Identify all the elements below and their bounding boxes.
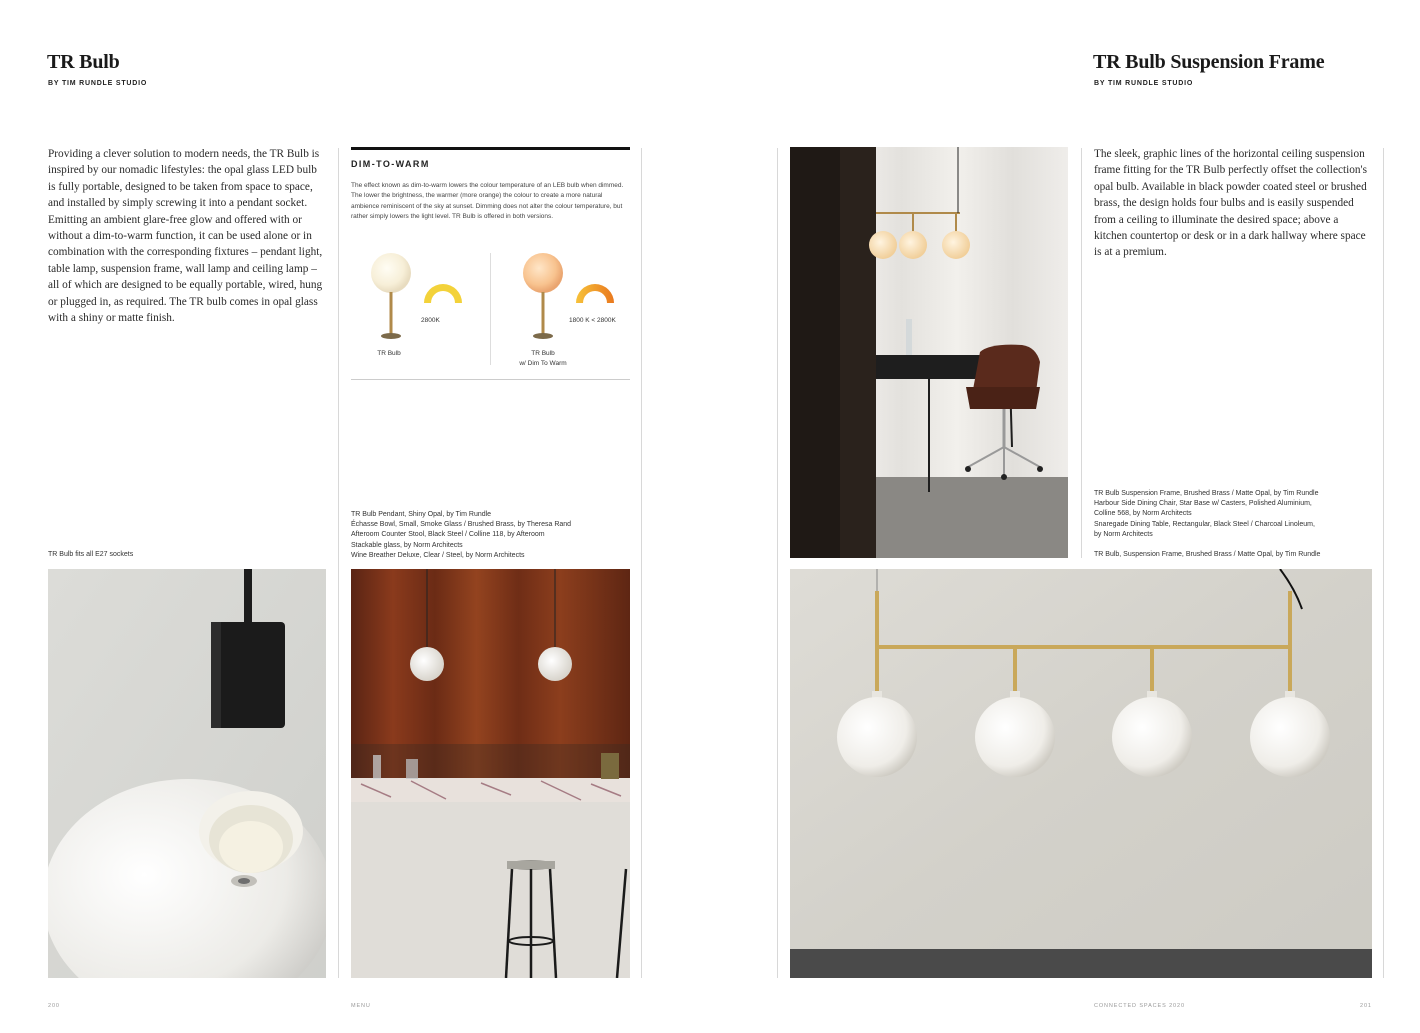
tr-bulb-illustration bbox=[369, 253, 469, 348]
pendant-counter-photo bbox=[351, 569, 630, 978]
right-page-byline: BY TIM RUNDLE STUDIO bbox=[1094, 80, 1194, 87]
dim-to-warm-panel bbox=[351, 147, 630, 380]
panel-divider bbox=[490, 253, 491, 365]
bulb-temp-label: 2800K bbox=[421, 317, 440, 324]
right-page-title: TR Bulb Suspension Frame bbox=[1093, 51, 1325, 73]
footer-publication: CONNECTED SPACES 2020 bbox=[1094, 1003, 1185, 1009]
column-divider bbox=[338, 148, 339, 978]
column-divider bbox=[1383, 148, 1384, 978]
left-body-text: Providing a clever solution to modern needs, the TR Bulb is inspired by our nomadic lifestyles: the opal glass LED bulb is fully portable, designed to be taken from space to space, and installed by simply screwing it into a pendant socket. Emitting an ambient glare-free glow and offered with or without a dim-to-warm function, it can be used alone or in combination with the corresponding fixtures – pendant light, table lamp, suspension frame, wall lamp and ceiling lamp – all of which are designed to be equally portable, wired, hung or plugged in, as required. The TR bulb comes in opal glass with a shiny or matte finish. bbox=[48, 148, 323, 325]
bulb-temp-label: 1800 K < 2800K bbox=[569, 317, 616, 324]
tr-bulb-dim-to-warm-illustration bbox=[521, 253, 631, 348]
panel-bottom-rule bbox=[351, 379, 630, 380]
footer-brand: MENU bbox=[351, 1003, 371, 1009]
caption-dining: TR Bulb Suspension Frame, Brushed Brass / Matte Opal, by Tim Rundle Harbour Side Dining Chair, Star Base w/ Casters, Polished Aluminium, Colline 568, by Norm Architects Snaregade Dining Table, Rectangular, Black Steel / Charcoal Linoleum, by Norm Architects bbox=[1094, 490, 1319, 538]
left-page-number: 200 bbox=[48, 1003, 60, 1009]
caption-frame: TR Bulb, Suspension Frame, Brushed Brass / Matte Opal, by Tim Rundle bbox=[1094, 551, 1321, 558]
caption-socket: TR Bulb fits all E27 sockets bbox=[48, 551, 134, 558]
column-divider bbox=[641, 148, 642, 978]
right-body-text: The sleek, graphic lines of the horizontal ceiling suspension frame fitting for the TR Bulb perfectly offset the collection's opal bulb. Available in black powder coated steel or brushed brass, the design holds four bulbs and is easily suspended from a ceiling to illuminate the desired space; above a kitchen countertop or desk or in a dark hallway where space is at a premium. bbox=[1094, 148, 1367, 259]
dim-to-warm-title: DIM-TO-WARM bbox=[351, 159, 430, 169]
panel-top-rule bbox=[351, 147, 630, 150]
left-page-title: TR Bulb bbox=[47, 51, 120, 73]
bulb-closeup-photo bbox=[48, 569, 326, 978]
left-page-byline: BY TIM RUNDLE STUDIO bbox=[48, 80, 148, 87]
bulb-name-label: TR Bulb bbox=[377, 350, 401, 357]
caption-pendant: TR Bulb Pendant, Shiny Opal, by Tim Rundle Échasse Bowl, Small, Smoke Glass / Brushed Brass, by Theresa Rand Afteroom Counter Stool, Black Steel / Colline 118, by Afteroom Stackable glass, by Norm Architects Wine Breather Deluxe, Clear / Steel, by Norm Architects bbox=[351, 511, 572, 559]
dim-to-warm-text: The effect known as dim-to-warm lowers the colour temperature of an LEB bulb when dimmed. The lower the brightness, the warmer (more orange) the colour to create a more natural ambience reminiscent of the sky at sunset. Dimming does not alter the colour temperature, but rather simply lowers the light level. TR Bulb is offered in both versions. bbox=[351, 182, 624, 220]
suspension-frame-photo bbox=[790, 569, 1372, 978]
bulb-name-label: TR Bulb w/ Dim To Warm bbox=[519, 350, 567, 367]
right-page-number: 201 bbox=[1360, 1003, 1372, 1009]
column-divider bbox=[777, 148, 778, 978]
dining-interior-photo bbox=[790, 147, 1068, 558]
column-divider bbox=[1081, 148, 1082, 558]
